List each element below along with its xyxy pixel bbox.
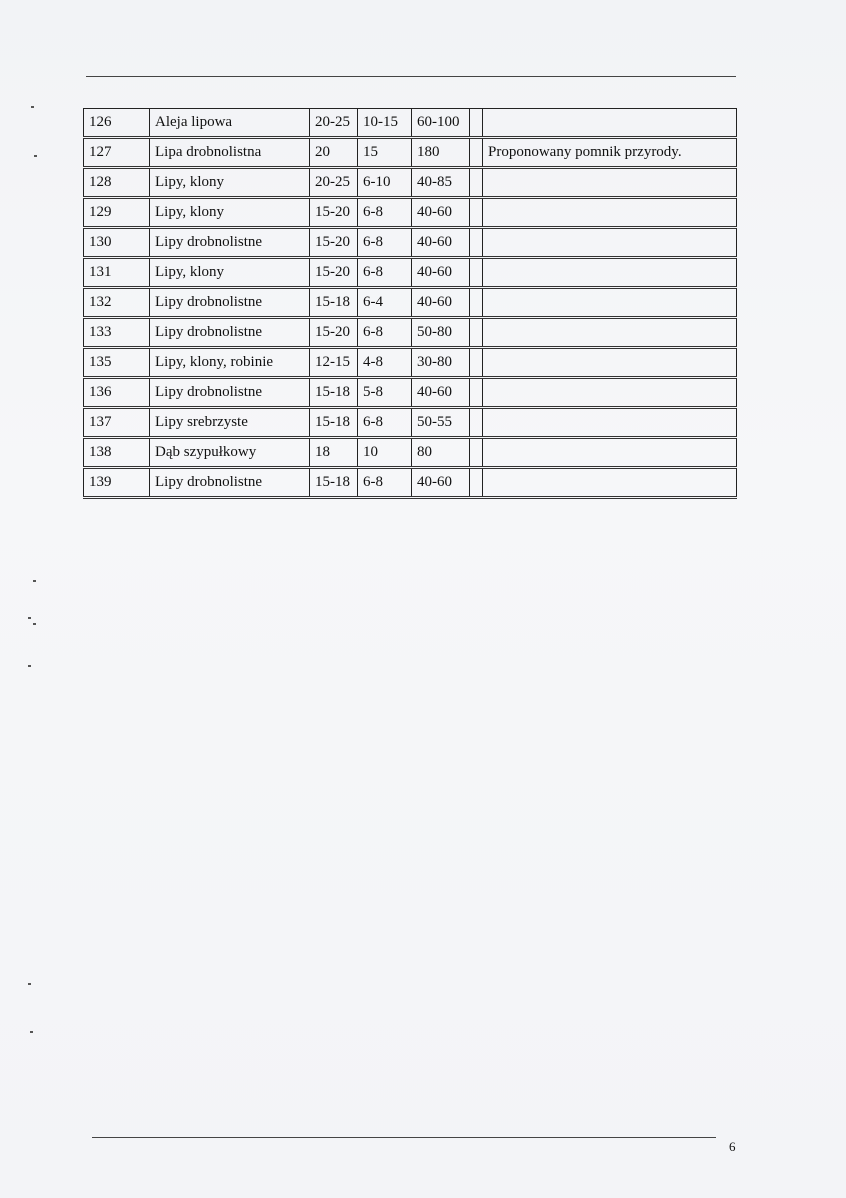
species-cell: Lipy, klony, robinie [150,348,310,378]
tree-number-cell: 130 [84,228,150,258]
species-cell: Lipy drobnolistne [150,288,310,318]
trunk-circumference-cell: 30-80 [412,348,470,378]
header-rule [86,76,736,77]
trunk-circumference-cell: 60-100 [412,109,470,138]
species-cell: Lipy srebrzyste [150,408,310,438]
species-cell: Lipa drobnolistna [150,138,310,168]
table-row [84,288,737,318]
tree-number-cell: 133 [84,318,150,348]
species-cell: Lipy drobnolistne [150,468,310,498]
table-row [84,198,737,228]
tree-inventory-table [83,108,737,499]
blank-cell [470,168,483,198]
height-cell: 15-18 [310,378,358,408]
crown-width-cell: 6-4 [358,288,412,318]
tree-number-cell: 137 [84,408,150,438]
blank-cell [470,258,483,288]
crown-width-cell: 6-10 [358,168,412,198]
height-cell: 15-20 [310,228,358,258]
trunk-circumference-cell: 40-60 [412,228,470,258]
species-cell: Dąb szypułkowy [150,438,310,468]
scan-speck [28,617,31,619]
trunk-circumference-cell: 40-85 [412,168,470,198]
table-row [84,138,737,168]
crown-width-cell: 10 [358,438,412,468]
tree-number-cell: 127 [84,138,150,168]
table-row [84,168,737,198]
crown-width-cell: 6-8 [358,198,412,228]
remarks-cell [483,408,737,438]
blank-cell [470,348,483,378]
scan-speck [34,155,37,157]
height-cell: 20-25 [310,109,358,138]
trunk-circumference-cell: 180 [412,138,470,168]
height-cell: 18 [310,438,358,468]
trunk-circumference-cell: 40-60 [412,468,470,498]
remarks-cell [483,109,737,138]
table-row [84,228,737,258]
table-row [84,378,737,408]
table-row [84,109,737,138]
scan-speck [33,623,36,625]
tree-number-cell: 131 [84,258,150,288]
remarks-cell [483,348,737,378]
tree-number-cell: 138 [84,438,150,468]
remarks-cell [483,168,737,198]
blank-cell [470,109,483,138]
tree-number-cell: 135 [84,348,150,378]
crown-width-cell: 6-8 [358,228,412,258]
table-row [84,468,737,498]
trunk-circumference-cell: 40-60 [412,288,470,318]
trunk-circumference-cell: 50-80 [412,318,470,348]
blank-cell [470,198,483,228]
table-row [84,408,737,438]
scan-speck [31,106,34,108]
scan-speck [33,580,36,582]
scan-speck [28,983,31,985]
trunk-circumference-cell: 40-60 [412,258,470,288]
blank-cell [470,138,483,168]
remarks-cell [483,228,737,258]
species-cell: Lipy, klony [150,198,310,228]
crown-width-cell: 6-8 [358,258,412,288]
remarks-cell [483,318,737,348]
height-cell: 15-18 [310,408,358,438]
remarks-cell [483,198,737,228]
species-cell: Lipy, klony [150,258,310,288]
blank-cell [470,228,483,258]
table-row [84,258,737,288]
trunk-circumference-cell: 40-60 [412,378,470,408]
tree-number-cell: 128 [84,168,150,198]
crown-width-cell: 10-15 [358,109,412,138]
height-cell: 15-20 [310,198,358,228]
tree-number-cell: 139 [84,468,150,498]
height-cell: 20 [310,138,358,168]
crown-width-cell: 5-8 [358,378,412,408]
table-body [84,109,737,498]
footer-rule [92,1137,716,1138]
blank-cell [470,378,483,408]
height-cell: 15-20 [310,258,358,288]
table-row [84,318,737,348]
crown-width-cell: 6-8 [358,318,412,348]
page-number: 6 [729,1139,736,1154]
crown-width-cell: 15 [358,138,412,168]
species-cell: Aleja lipowa [150,109,310,138]
trunk-circumference-cell: 40-60 [412,198,470,228]
remarks-cell [483,288,737,318]
table-row [84,348,737,378]
species-cell: Lipy drobnolistne [150,378,310,408]
trunk-circumference-cell: 50-55 [412,408,470,438]
blank-cell [470,408,483,438]
scan-speck [28,665,31,667]
crown-width-cell: 6-8 [358,408,412,438]
height-cell: 12-15 [310,348,358,378]
tree-inventory-table-container [83,108,737,499]
remarks-cell [483,468,737,498]
blank-cell [470,468,483,498]
height-cell: 15-18 [310,468,358,498]
tree-number-cell: 132 [84,288,150,318]
tree-number-cell: 136 [84,378,150,408]
crown-width-cell: 4-8 [358,348,412,378]
tree-number-cell: 126 [84,109,150,138]
species-cell: Lipy, klony [150,168,310,198]
species-cell: Lipy drobnolistne [150,318,310,348]
remarks-cell [483,438,737,468]
blank-cell [470,318,483,348]
remarks-cell: Proponowany pomnik przyrody. [483,138,737,168]
table-row [84,438,737,468]
height-cell: 15-20 [310,318,358,348]
height-cell: 20-25 [310,168,358,198]
blank-cell [470,438,483,468]
remarks-cell [483,378,737,408]
species-cell: Lipy drobnolistne [150,228,310,258]
crown-width-cell: 6-8 [358,468,412,498]
tree-number-cell: 129 [84,198,150,228]
blank-cell [470,288,483,318]
height-cell: 15-18 [310,288,358,318]
trunk-circumference-cell: 80 [412,438,470,468]
remarks-cell [483,258,737,288]
scan-speck [30,1031,33,1033]
